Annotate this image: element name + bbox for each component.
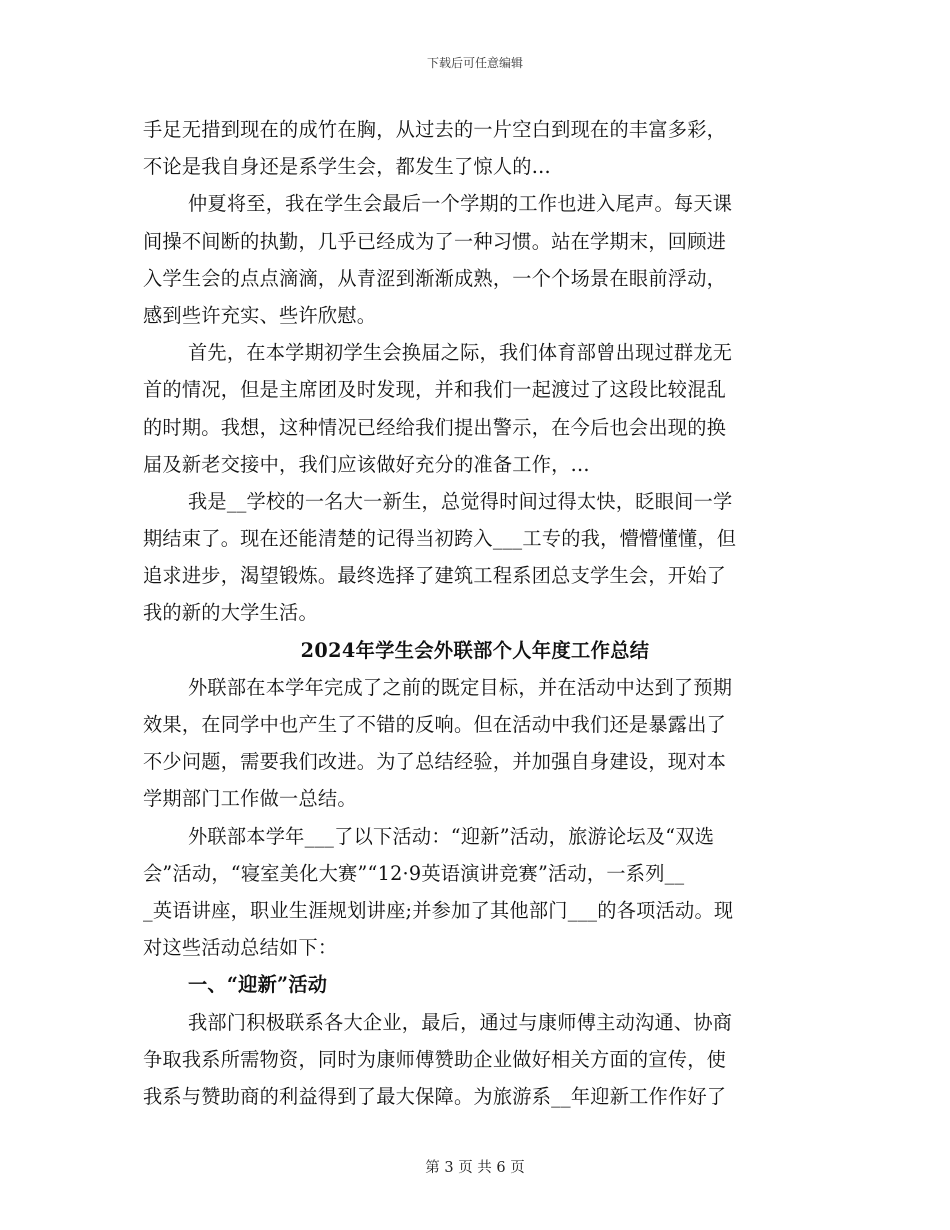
paragraph-line: 首的情况，但是主席团及时发现，并和我们一起渡过了这段比较混乱	[143, 378, 727, 402]
paragraph-line: 我系与赞助商的利益得到了最大保障。为旅游系__年迎新工作作好了	[143, 1084, 727, 1108]
paragraph-line: 学期部门工作做一总结。	[143, 787, 357, 811]
paragraph-line: 间操不间断的执勤，几乎已经成为了一种习惯。站在学期末，回顾进	[143, 229, 727, 253]
paragraph-line: 不少问题，需要我们改进。为了总结经验，并加强自身建设，现对本	[143, 750, 727, 774]
paragraph-line: 期结束了。现在还能清楚的记得当初跨入___工专的我，懵懵懂懂，但	[143, 527, 737, 551]
paragraph-first-line: 我是__学校的一名大一新生，总觉得时间过得太快，眨眼间一学	[188, 489, 733, 513]
paragraph-line: 入学生会的点点滴滴，从青涩到渐渐成熟，一个个场景在眼前浮动，	[143, 266, 727, 290]
paragraph-first-line: 外联部本学年___了以下活动：“迎新”活动，旅游论坛及“双选	[188, 824, 715, 848]
paragraph-line: 的时期。我想，这种情况已经给我们提出警示，在今后也会出现的换	[143, 415, 727, 439]
paragraph-line: 对这些活动总结如下：	[143, 936, 338, 960]
paragraph-first-line: 外联部在本学年完成了之前的既定目标，并在活动中达到了预期	[188, 675, 733, 699]
document-body	[143, 111, 807, 1115]
paragraph-line: _英语讲座，职业生涯规划讲座;并参加了其他部门___的各项活动。现	[143, 898, 734, 922]
section-title: 2024年学生会外联部个人年度工作总结	[300, 638, 650, 662]
paragraph-line: 争取我系所需物资，同时为康师傅赞助企业做好相关方面的宣传，使	[143, 1047, 727, 1071]
paragraph-first-line: 我部门积极联系各大企业，最后，通过与康师傅主动沟通、协商	[188, 1010, 733, 1034]
paragraph-first-line: 首先，在本学期初学生会换届之际，我们体育部曾出现过群龙无	[188, 341, 733, 365]
paragraph-line: 会”活动，“寝室美化大赛”“12·9英语演讲竞赛”活动，一系列__	[143, 861, 685, 885]
paragraph-line: 感到些许充实、些许欣慰。	[143, 303, 377, 327]
paragraph-line: 届及新老交接中，我们应该做好充分的准备工作，...	[143, 452, 590, 476]
page-header: 下载后可任意编辑	[426, 56, 523, 70]
subsection-heading: 一、“迎新”活动	[188, 973, 328, 997]
paragraph-line: 我的新的大学生活。	[143, 601, 318, 625]
paragraph-line: 手足无措到现在的成竹在胸，从过去的一片空白到现在的丰富多彩，	[143, 118, 727, 141]
page-footer: 第 3 页 共 6 页	[425, 1160, 525, 1176]
paragraph-line: 不论是我自身还是系学生会，都发生了惊人的...	[143, 155, 551, 179]
paragraph-first-line: 仲夏将至，我在学生会最后一个学期的工作也进入尾声。每天课	[188, 192, 733, 216]
paragraph-line: 效果，在同学中也产生了不错的反响。但在活动中我们还是暴露出了	[143, 713, 727, 736]
paragraph-line: 追求进步，渴望锻炼。最终选择了建筑工程系团总支学生会，开始了	[143, 564, 727, 588]
